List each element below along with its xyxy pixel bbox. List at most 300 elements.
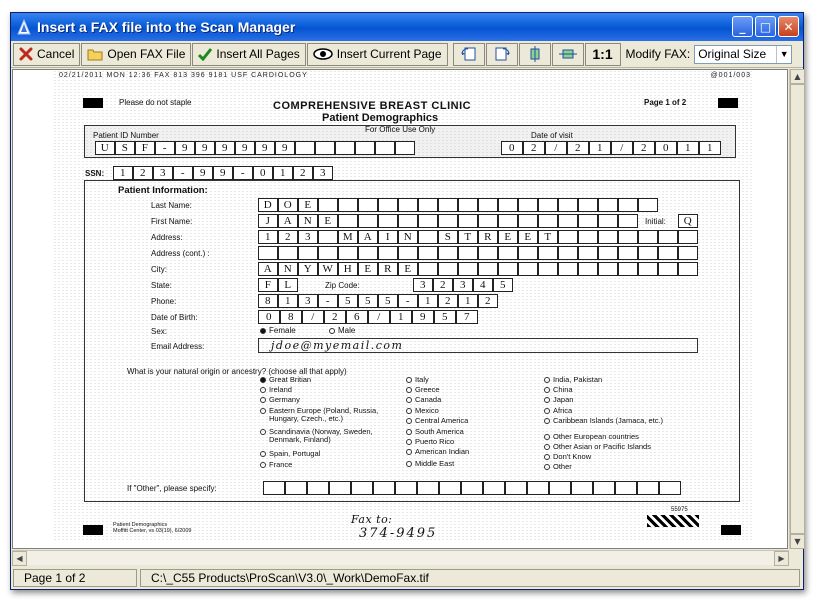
modify-fax-value: Original Size xyxy=(698,47,767,61)
char-box: 2 xyxy=(478,294,498,308)
registration-mark xyxy=(83,525,103,535)
modify-fax-select[interactable] xyxy=(694,45,792,64)
fit-width-icon xyxy=(559,46,577,62)
origin-option xyxy=(406,396,441,404)
char-box: J xyxy=(258,214,278,228)
origin-option xyxy=(544,433,639,441)
radio-icon xyxy=(260,387,266,393)
char-box: 2 xyxy=(324,310,346,324)
rotate-right-icon xyxy=(493,46,511,62)
origin-option xyxy=(406,407,439,415)
registration-mark xyxy=(721,525,741,535)
char-box: O xyxy=(278,198,298,212)
char-box: 7 xyxy=(456,310,478,324)
zip-label: Zip Code: xyxy=(325,281,360,290)
origin-option-label: Caribbean Islands (Jamaca, etc.) xyxy=(553,416,664,425)
phone-label: Phone: xyxy=(151,297,177,306)
radio-icon xyxy=(544,444,550,450)
char-box xyxy=(285,481,307,495)
radio-icon xyxy=(260,429,266,435)
modify-fax-label: Modify FAX: xyxy=(625,47,691,61)
char-box: 1 xyxy=(278,294,298,308)
char-box: W xyxy=(318,262,338,276)
fit-height-icon xyxy=(527,46,543,62)
char-box xyxy=(278,246,298,260)
rotate-right-button[interactable] xyxy=(486,43,518,66)
char-box xyxy=(518,262,538,276)
char-box: 1 xyxy=(677,141,699,155)
origin-option xyxy=(406,417,468,425)
char-box xyxy=(478,262,498,276)
char-box xyxy=(578,198,598,212)
char-box xyxy=(358,246,378,260)
origin-option-label: Ireland xyxy=(269,385,292,394)
vertical-scroll-thumb[interactable] xyxy=(790,84,805,534)
handwritten-fax-to: Fax to: xyxy=(351,513,393,526)
char-box xyxy=(527,481,549,495)
char-box xyxy=(615,481,637,495)
horizontal-scrollbar[interactable] xyxy=(12,550,789,565)
origin-option xyxy=(544,463,572,471)
char-box xyxy=(335,141,355,155)
char-box: E xyxy=(298,198,318,212)
char-box xyxy=(618,198,638,212)
char-box xyxy=(439,481,461,495)
radio-icon xyxy=(329,328,335,334)
section-title: Patient Information: xyxy=(118,185,208,196)
char-box xyxy=(593,481,615,495)
char-box: S xyxy=(438,230,458,244)
state-label: State: xyxy=(151,281,172,290)
char-box: 1 xyxy=(258,230,278,244)
cancel-button[interactable] xyxy=(13,43,80,66)
char-box xyxy=(558,262,578,276)
zip-boxes xyxy=(413,278,513,292)
char-box xyxy=(398,198,418,212)
radio-icon xyxy=(544,434,550,440)
toolbar xyxy=(11,41,803,68)
char-box xyxy=(638,230,658,244)
char-box: 8 xyxy=(258,294,278,308)
char-box: 1 xyxy=(699,141,721,155)
radio-icon xyxy=(406,429,412,435)
actual-size-button[interactable]: 1:1 xyxy=(585,43,621,66)
char-box xyxy=(338,246,358,260)
email-label: Email Address: xyxy=(151,342,205,351)
char-box xyxy=(418,214,438,228)
char-box: 5 xyxy=(338,294,358,308)
char-box: 2 xyxy=(278,230,298,244)
char-box xyxy=(498,262,518,276)
patient-id-label: Patient ID Number xyxy=(93,131,159,140)
rotate-left-button[interactable] xyxy=(453,43,485,66)
origin-option-label: Canada xyxy=(415,395,442,404)
char-box: F xyxy=(135,141,155,155)
origin-option-label: Other xyxy=(553,462,572,471)
char-box xyxy=(598,246,618,260)
window-title: Insert a FAX file into the Scan Manager xyxy=(37,19,296,35)
char-box: H xyxy=(338,262,358,276)
char-box xyxy=(438,246,458,260)
origin-option xyxy=(406,438,454,446)
ssn-label: SSN: xyxy=(85,169,105,178)
maximize-button[interactable]: □ xyxy=(755,16,776,37)
radio-icon xyxy=(260,397,266,403)
date-visit-boxes xyxy=(501,141,721,155)
origin-option-label: France xyxy=(269,460,293,469)
first-name-label: First Name: xyxy=(151,217,193,226)
char-box: N xyxy=(278,262,298,276)
char-box xyxy=(378,246,398,260)
origin-option xyxy=(406,386,440,394)
char-box xyxy=(458,246,478,260)
char-box xyxy=(549,481,571,495)
char-box: E xyxy=(358,262,378,276)
scroll-up-icon[interactable]: ▲ xyxy=(790,69,805,84)
origin-option xyxy=(406,428,464,436)
char-box xyxy=(295,141,315,155)
radio-icon xyxy=(260,377,266,383)
char-box: 6 xyxy=(346,310,368,324)
origin-option xyxy=(544,417,663,425)
origin-option xyxy=(406,460,454,468)
char-box: E xyxy=(318,214,338,228)
char-box xyxy=(438,214,458,228)
char-box: 9 xyxy=(215,141,235,155)
char-box: 9 xyxy=(213,166,233,180)
origin-option-label: Other Asian or Pacific Islands xyxy=(553,442,651,451)
char-box xyxy=(678,262,698,276)
origin-option xyxy=(544,443,651,451)
cancel-label: Cancel xyxy=(37,47,75,61)
open-fax-label: Open FAX File xyxy=(107,47,186,61)
patient-id-boxes xyxy=(95,141,415,155)
char-box xyxy=(638,262,658,276)
char-box: 5 xyxy=(358,294,378,308)
other-specify-boxes xyxy=(263,481,681,495)
char-box xyxy=(578,214,598,228)
char-box xyxy=(329,481,351,495)
char-box xyxy=(498,198,518,212)
sex-label: Sex: xyxy=(151,327,168,336)
radio-icon xyxy=(260,408,266,414)
char-box xyxy=(518,214,538,228)
insert-current-label: Insert Current Page xyxy=(336,47,442,61)
char-box: 1 xyxy=(418,294,438,308)
origin-option xyxy=(544,396,573,404)
char-box xyxy=(558,246,578,260)
origin-option-label: Germany xyxy=(269,395,300,404)
fax-preview[interactable] xyxy=(12,69,788,549)
dob-label: Date of Birth: xyxy=(151,313,198,322)
char-box: 5 xyxy=(434,310,456,324)
char-box: 3 xyxy=(298,294,318,308)
char-box xyxy=(538,198,558,212)
initial-label: Initial: xyxy=(645,217,666,226)
address-cont-label: Address (cont.) : xyxy=(151,249,210,258)
char-box xyxy=(618,230,638,244)
char-box xyxy=(518,198,538,212)
char-box xyxy=(598,198,618,212)
origin-option-label: Africa xyxy=(553,406,573,415)
char-box xyxy=(351,481,373,495)
radio-icon xyxy=(544,418,550,424)
char-box xyxy=(375,141,395,155)
origin-option xyxy=(544,376,602,384)
char-box: E xyxy=(518,230,538,244)
scroll-down-icon[interactable]: ▼ xyxy=(790,534,805,549)
char-box xyxy=(578,246,598,260)
char-box xyxy=(638,246,658,260)
char-box: 9 xyxy=(195,141,215,155)
origin-option-label: China xyxy=(553,385,573,394)
radio-icon xyxy=(406,408,412,414)
radio-icon xyxy=(406,397,412,403)
form-title: Patient Demographics xyxy=(322,112,439,124)
radio-icon xyxy=(406,439,412,445)
close-button[interactable]: ✕ xyxy=(778,16,799,37)
origin-option-label: Japan xyxy=(553,395,574,404)
radio-icon xyxy=(406,418,412,424)
char-box xyxy=(338,198,358,212)
char-box xyxy=(461,481,483,495)
char-box xyxy=(658,230,678,244)
char-box: 8 xyxy=(280,310,302,324)
char-box xyxy=(358,198,378,212)
char-box xyxy=(458,262,478,276)
char-box: 3 xyxy=(153,166,173,180)
char-box: T xyxy=(458,230,478,244)
origin-option-label: Greece xyxy=(415,385,440,394)
char-box xyxy=(618,246,638,260)
char-box xyxy=(378,198,398,212)
char-box xyxy=(315,141,335,155)
vertical-scrollbar[interactable] xyxy=(789,69,804,549)
phone-boxes xyxy=(258,294,498,308)
radio-icon xyxy=(544,387,550,393)
char-box: 2 xyxy=(133,166,153,180)
char-box xyxy=(478,246,498,260)
char-box: A xyxy=(278,214,298,228)
char-box xyxy=(618,262,638,276)
fit-width-button[interactable] xyxy=(552,43,584,66)
radio-icon xyxy=(260,462,266,468)
checkmark-icon xyxy=(198,47,212,61)
char-box xyxy=(558,214,578,228)
origin-option xyxy=(406,448,469,456)
city-boxes xyxy=(258,262,698,276)
char-box xyxy=(598,214,618,228)
minimize-button[interactable]: _ xyxy=(732,16,753,37)
last-name-boxes xyxy=(258,198,658,212)
char-box: 2 xyxy=(633,141,655,155)
char-box xyxy=(538,262,558,276)
char-box: M xyxy=(338,230,358,244)
state-boxes xyxy=(258,278,298,292)
fax-page-image xyxy=(13,70,788,549)
origin-option xyxy=(406,376,429,384)
fax-header-left: 02/21/2011 MON 12:36 FAX 813 396 9181 USF CARDIOLOGY xyxy=(59,72,308,79)
char-box: 5 xyxy=(378,294,398,308)
char-box: T xyxy=(538,230,558,244)
footer-center: Moffitt Center, vs 03(19), 6/2009 xyxy=(113,528,192,534)
char-box: 1 xyxy=(273,166,293,180)
registration-mark xyxy=(83,98,103,108)
status-bar xyxy=(11,567,803,589)
footer-form-name: Patient Demographics xyxy=(113,522,168,528)
char-box xyxy=(298,246,318,260)
radio-icon xyxy=(544,397,550,403)
char-box xyxy=(478,198,498,212)
origin-option-label: Eastern Europe (Poland, Russia, Hungary, Czech., etc.) xyxy=(269,406,379,423)
char-box xyxy=(418,198,438,212)
origin-option xyxy=(544,407,572,415)
other-specify-label: If "Other", please specify: xyxy=(127,484,217,493)
char-box xyxy=(418,246,438,260)
radio-icon xyxy=(406,377,412,383)
char-box xyxy=(637,481,659,495)
char-box: 1 xyxy=(390,310,412,324)
char-box: 2 xyxy=(433,278,453,292)
insert-all-pages-button[interactable] xyxy=(192,43,305,66)
char-box xyxy=(571,481,593,495)
registration-mark xyxy=(718,98,738,108)
char-box xyxy=(598,262,618,276)
origin-option xyxy=(260,396,300,404)
radio-icon xyxy=(260,451,266,457)
char-box: A xyxy=(358,230,378,244)
barcode-number: 55975 xyxy=(671,507,688,513)
char-box xyxy=(518,246,538,260)
char-box xyxy=(418,262,438,276)
char-box: L xyxy=(278,278,298,292)
origin-option xyxy=(260,376,311,384)
chevron-down-icon[interactable]: ▼ xyxy=(776,46,791,63)
radio-icon xyxy=(260,328,266,334)
char-box xyxy=(478,214,498,228)
char-box xyxy=(538,246,558,260)
origin-option-label: Italy xyxy=(415,375,429,384)
char-box xyxy=(398,246,418,260)
char-box: 0 xyxy=(655,141,677,155)
eye-icon xyxy=(313,47,333,61)
ssn-boxes xyxy=(113,166,333,180)
char-box xyxy=(578,230,598,244)
address-label: Address: xyxy=(151,233,183,242)
char-box: 2 xyxy=(438,294,458,308)
char-box: 2 xyxy=(293,166,313,180)
fax-header-right: @001/003 xyxy=(710,72,751,79)
char-box xyxy=(638,198,658,212)
char-box: 9 xyxy=(412,310,434,324)
insert-current-page-button[interactable] xyxy=(307,43,448,66)
char-box: U xyxy=(95,141,115,155)
radio-icon xyxy=(406,387,412,393)
sex-male-label: Male xyxy=(338,326,356,335)
char-box xyxy=(417,481,439,495)
scroll-left-icon[interactable]: ◀ xyxy=(12,551,27,566)
cancel-x-icon xyxy=(19,47,33,61)
radio-icon xyxy=(544,464,550,470)
origin-option-label: South America xyxy=(415,427,464,436)
char-box xyxy=(258,246,278,260)
char-box xyxy=(338,214,358,228)
char-box: / xyxy=(611,141,633,155)
char-box: 9 xyxy=(175,141,195,155)
char-box xyxy=(318,230,338,244)
char-box: / xyxy=(368,310,390,324)
last-name-label: Last Name: xyxy=(151,201,192,210)
origin-option xyxy=(260,450,320,458)
char-box: N xyxy=(398,230,418,244)
rotate-left-icon xyxy=(460,46,478,62)
char-box: 3 xyxy=(313,166,333,180)
insert-all-label: Insert All Pages xyxy=(216,47,300,61)
char-box: / xyxy=(302,310,324,324)
char-box: - xyxy=(233,166,253,180)
char-box: R xyxy=(478,230,498,244)
char-box: 3 xyxy=(413,278,433,292)
char-box xyxy=(558,230,578,244)
origin-option-label: Don't Know xyxy=(553,452,592,461)
title-bar[interactable] xyxy=(11,13,803,41)
initial-box xyxy=(678,214,698,228)
status-page: Page 1 of 2 xyxy=(13,569,137,587)
char-box: F xyxy=(258,278,278,292)
char-box xyxy=(678,230,698,244)
radio-icon xyxy=(544,377,550,383)
char-box xyxy=(678,246,698,260)
fit-height-button[interactable] xyxy=(519,43,551,66)
origin-option xyxy=(260,407,389,423)
status-path: C:\_C55 Products\ProScan\V3.0\_Work\DemoFax.tif xyxy=(140,569,800,587)
app-icon xyxy=(15,18,33,36)
char-box xyxy=(418,230,438,244)
origin-option xyxy=(260,428,389,444)
origin-option-label: Mexico xyxy=(415,406,439,415)
char-box: I xyxy=(378,230,398,244)
char-box: N xyxy=(298,214,318,228)
char-box: - xyxy=(173,166,193,180)
char-box xyxy=(483,481,505,495)
origin-option xyxy=(544,386,573,394)
origin-question: What is your natural origin or ancestry? (choose all that apply) xyxy=(127,367,347,376)
char-box: 1 xyxy=(589,141,611,155)
city-label: City: xyxy=(151,265,167,274)
scroll-right-icon[interactable]: ▶ xyxy=(774,551,789,566)
char-box: 1 xyxy=(113,166,133,180)
open-fax-button[interactable] xyxy=(81,43,191,66)
barcode-image xyxy=(647,515,699,527)
char-box: / xyxy=(545,141,567,155)
char-box: R xyxy=(378,262,398,276)
char-box: 9 xyxy=(255,141,275,155)
origin-option-label: India, Pakistan xyxy=(553,375,603,384)
char-box: 2 xyxy=(567,141,589,155)
page-indicator: Page 1 of 2 xyxy=(644,98,687,107)
char-box xyxy=(395,481,417,495)
address-cont-boxes xyxy=(258,246,698,260)
char-box: 3 xyxy=(298,230,318,244)
char-box xyxy=(438,198,458,212)
origin-option-label: Other European countries xyxy=(553,432,639,441)
clinic-name: COMPREHENSIVE BREAST CLINIC xyxy=(273,100,472,112)
email-value: jdoe@myemail.com xyxy=(271,339,404,352)
char-box xyxy=(659,481,681,495)
char-box: 4 xyxy=(473,278,493,292)
char-box xyxy=(263,481,285,495)
sex-male-option xyxy=(329,326,355,335)
